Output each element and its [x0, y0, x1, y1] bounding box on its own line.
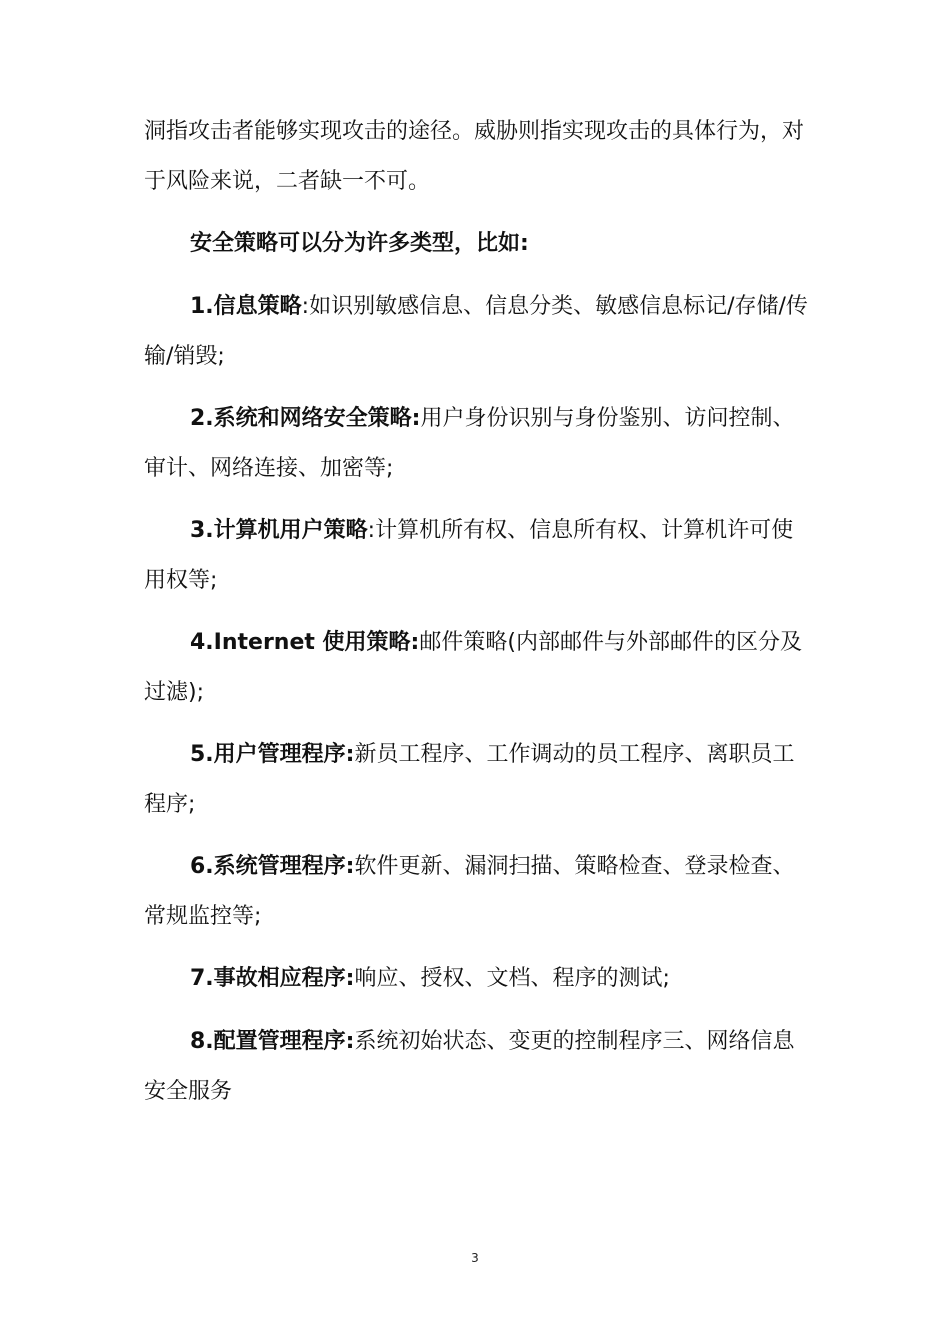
paragraph-heading-text: 安全策略可以分为许多类型，比如:	[190, 231, 529, 256]
item-1-text: :如识别敏感信息、信息分类、敏感信息标记/存储/传输/销毁;	[144, 294, 808, 369]
paragraph-item-6	[144, 842, 812, 942]
paragraph-item-1	[144, 282, 812, 382]
paragraph-item-3	[144, 506, 812, 606]
item-7-title: 7.事故相应程序:	[190, 966, 355, 991]
paragraph-item-7	[144, 954, 812, 1004]
paragraph-text: 洞指攻击者能够实现攻击的途径。威胁则指实现攻击的具体行为，对于风险来说，二者缺一不可。	[144, 119, 805, 194]
page-number: 3	[471, 1251, 479, 1265]
item-4-text: 邮件策略(内部邮件与外部邮件的区分及过滤);	[144, 630, 802, 705]
item-3-text: :计算机所有权、信息所有权、计算机许可使用权等;	[144, 518, 794, 593]
item-6-text: 软件更新、漏洞扫描、策略检查、登录检查、常规监控等;	[144, 854, 795, 929]
paragraph-policy-types-heading	[144, 219, 812, 269]
paragraph-item-5	[144, 730, 812, 830]
item-5-title: 5.用户管理程序:	[190, 742, 355, 767]
paragraph-item-8	[144, 1017, 812, 1117]
item-6-title: 6.系统管理程序:	[190, 854, 355, 879]
item-1-title: 1.信息策略	[190, 294, 302, 319]
item-8-text: 系统初始状态、变更的控制程序三、网络信息安全服务	[144, 1029, 795, 1104]
item-2-title: 2.系统和网络安全策略:	[190, 406, 421, 431]
paragraph-item-4	[144, 618, 812, 718]
item-8-title: 8.配置管理程序:	[190, 1029, 355, 1054]
paragraph-item-2	[144, 394, 812, 494]
item-7-text: 响应、授权、文档、程序的测试;	[354, 966, 670, 991]
item-5-text: 新员工程序、工作调动的员工程序、离职员工程序;	[144, 742, 795, 817]
paragraph-intro	[144, 107, 812, 207]
item-3-title: 3.计算机用户策略	[190, 518, 368, 543]
item-4-title: 4.Internet 使用策略:	[190, 630, 420, 655]
item-2-text: 用户身份识别与身份鉴别、访问控制、审计、网络连接、加密等;	[144, 406, 795, 481]
